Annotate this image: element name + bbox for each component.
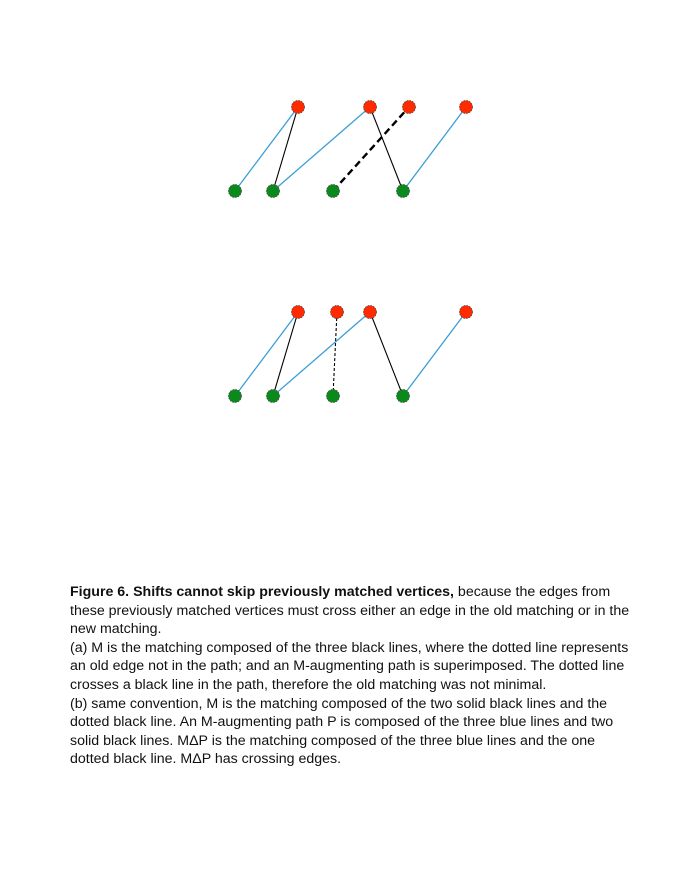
panel-b-bottom-vertex-1 [229, 390, 242, 403]
panel-a-edge-blue-1 [235, 107, 298, 191]
panel-a-bottom-vertex-1 [229, 185, 242, 198]
panel-b-edge-blue-1 [235, 312, 298, 396]
caption-part-b: (b) same convention, M is the matching composed of the two solid black lines and the dotted black line. An M-augmenting path P is composed of the three blue lines and two solid black lines. MΔP is the matching composed of the three blue lines and the one dotted black line. MΔP has crossing edges. [70, 695, 614, 768]
panel-b-edge-dashed-thin-3 [333, 312, 337, 396]
figure-caption [70, 583, 630, 769]
panel-b-edge-black-5 [370, 312, 403, 396]
panel-a [229, 101, 473, 198]
caption-intro-text: because the edges from these previously matched vertices must cross either an edge in the old matching or in the new matching. [70, 584, 630, 638]
panel-b-edge-black-2 [273, 312, 298, 396]
panel-a-edge-black-4 [370, 107, 403, 191]
panel-a-bottom-vertex-2 [267, 185, 280, 198]
panel-b [229, 306, 473, 403]
panel-b-bottom-vertex-4 [397, 390, 410, 403]
panel-a-top-vertex-2 [364, 101, 377, 114]
panel-b-top-vertex-1 [292, 306, 305, 319]
caption-part-a: (a) M is the matching composed of the three black lines, where the dotted line represents an old edge not in the path; and an M-augmenting path is superimposed. The dotted line crosses a black line in the path, therefore the old matching was not minimal. [70, 639, 629, 693]
panel-a-top-vertex-4 [460, 101, 473, 114]
panel-a-top-vertex-3 [403, 101, 416, 114]
panel-a-edge-blue-6 [403, 107, 466, 191]
panel-a-top-vertex-1 [292, 101, 305, 114]
caption-intro [70, 583, 630, 639]
panel-b-bottom-vertex-3 [327, 390, 340, 403]
panel-a-bottom-vertex-4 [397, 185, 410, 198]
panel-b-edge-blue-6 [403, 312, 466, 396]
panel-a-edge-black-2 [273, 107, 298, 191]
panel-b-bottom-vertex-2 [267, 390, 280, 403]
panel-a-bottom-vertex-3 [327, 185, 340, 198]
panel-a-edge-blue-3 [273, 107, 370, 191]
panel-b-edge-blue-4 [273, 312, 370, 396]
caption-title: Figure 6. Shifts cannot skip previously matched vertices, [70, 584, 454, 600]
panel-b-top-vertex-2 [331, 306, 344, 319]
panel-b-top-vertex-3 [364, 306, 377, 319]
panel-b-top-vertex-4 [460, 306, 473, 319]
